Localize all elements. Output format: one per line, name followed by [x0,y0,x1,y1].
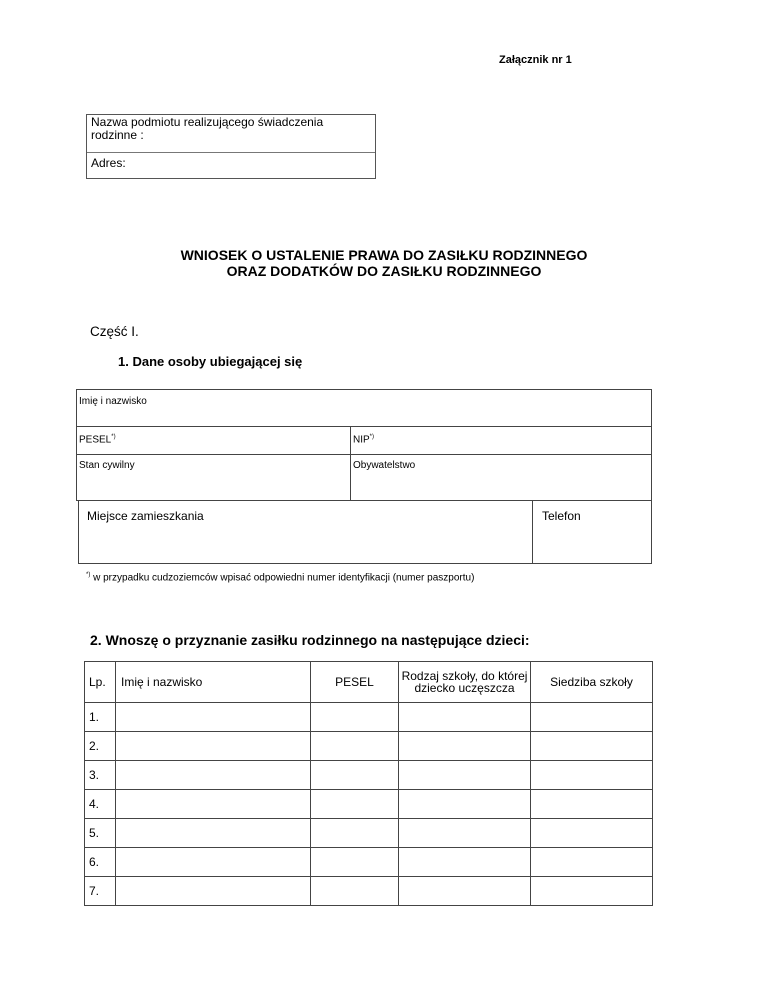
column-header-lp: Lp. [85,662,116,703]
row-number: 5. [85,819,116,848]
part-heading: Część I. [90,324,139,339]
form-title-line1: WNIOSEK O USTALENIE PRAWA DO ZASIŁKU RODZINNEGO [180,247,588,263]
child-name-cell[interactable] [116,819,311,848]
row-number: 3. [85,761,116,790]
child-name-cell[interactable] [116,732,311,761]
table-row [85,848,653,877]
entity-name-field[interactable] [87,115,375,153]
school-seat-cell[interactable] [531,761,653,790]
child-pesel-cell[interactable] [311,790,399,819]
phone-label: Telefon [542,509,581,523]
column-header-school-type: Rodzaj szkoły, do której dziecko uczęszcza [399,662,531,703]
school-type-cell[interactable] [399,819,531,848]
school-type-cell[interactable] [399,877,531,906]
column-header-school-seat: Siedziba szkoły [531,662,653,703]
child-name-cell[interactable] [116,790,311,819]
column-header-pesel: PESEL [311,662,399,703]
table-row [85,732,653,761]
school-type-cell[interactable] [399,703,531,732]
entity-address-label: Adres: [91,156,126,170]
child-name-cell[interactable] [116,761,311,790]
marital-status-label: Stan cywilny [79,460,135,471]
children-table [84,661,653,906]
child-pesel-cell[interactable] [311,877,399,906]
child-pesel-cell[interactable] [311,848,399,877]
child-pesel-cell[interactable] [311,819,399,848]
nip-field[interactable] [350,426,652,455]
school-seat-cell[interactable] [531,877,653,906]
school-seat-cell[interactable] [531,703,653,732]
table-row [85,703,653,732]
row-number: 2. [85,732,116,761]
marital-status-field[interactable] [76,454,351,501]
table-row [85,790,653,819]
row-number: 4. [85,790,116,819]
child-name-cell[interactable] [116,848,311,877]
school-type-cell[interactable] [399,732,531,761]
residence-label: Miejsce zamieszkania [87,509,204,523]
citizenship-field[interactable] [350,454,652,501]
child-pesel-cell[interactable] [311,761,399,790]
entity-name-label: Nazwa podmiotu realizującego świadczenia rodzinne : [91,115,324,142]
school-type-cell[interactable] [399,761,531,790]
school-seat-cell[interactable] [531,790,653,819]
entity-box [86,114,376,179]
citizenship-label: Obywatelstwo [353,460,416,471]
school-type-cell[interactable] [399,790,531,819]
column-header-name: Imię i nazwisko [116,662,311,703]
child-name-cell[interactable] [116,877,311,906]
phone-field[interactable] [532,500,652,564]
school-seat-cell[interactable] [531,732,653,761]
residence-field[interactable] [78,500,533,564]
child-pesel-cell[interactable] [311,732,399,761]
nip-label: NIP*) [353,434,375,446]
school-seat-cell[interactable] [531,848,653,877]
row-number: 6. [85,848,116,877]
school-seat-cell[interactable] [531,819,653,848]
table-row [85,761,653,790]
table-row [85,877,653,906]
table-row [85,819,653,848]
section1-heading: 1. Dane osoby ubiegającej się [118,354,303,369]
section2-heading: 2. Wnoszę o przyznanie zasiłku rodzinnego na następujące dzieci: [90,632,530,648]
row-number: 1. [85,703,116,732]
pesel-field[interactable] [76,426,351,455]
table-header-row [85,662,653,703]
full-name-field[interactable] [76,389,652,427]
school-type-cell[interactable] [399,848,531,877]
child-pesel-cell[interactable] [311,703,399,732]
full-name-label: Imię i nazwisko [79,396,147,407]
row-number: 7. [85,877,116,906]
child-name-cell[interactable] [116,703,311,732]
annex-label: Załącznik nr 1 [499,54,572,66]
pesel-label: PESEL*) [79,434,116,446]
footnote: *) w przypadku cudzoziemców wpisać odpowiedni numer identyfikacji (numer paszportu) [86,572,475,584]
form-title-line2: ORAZ DODATKÓW DO ZASIŁKU RODZINNEGO [226,263,542,279]
